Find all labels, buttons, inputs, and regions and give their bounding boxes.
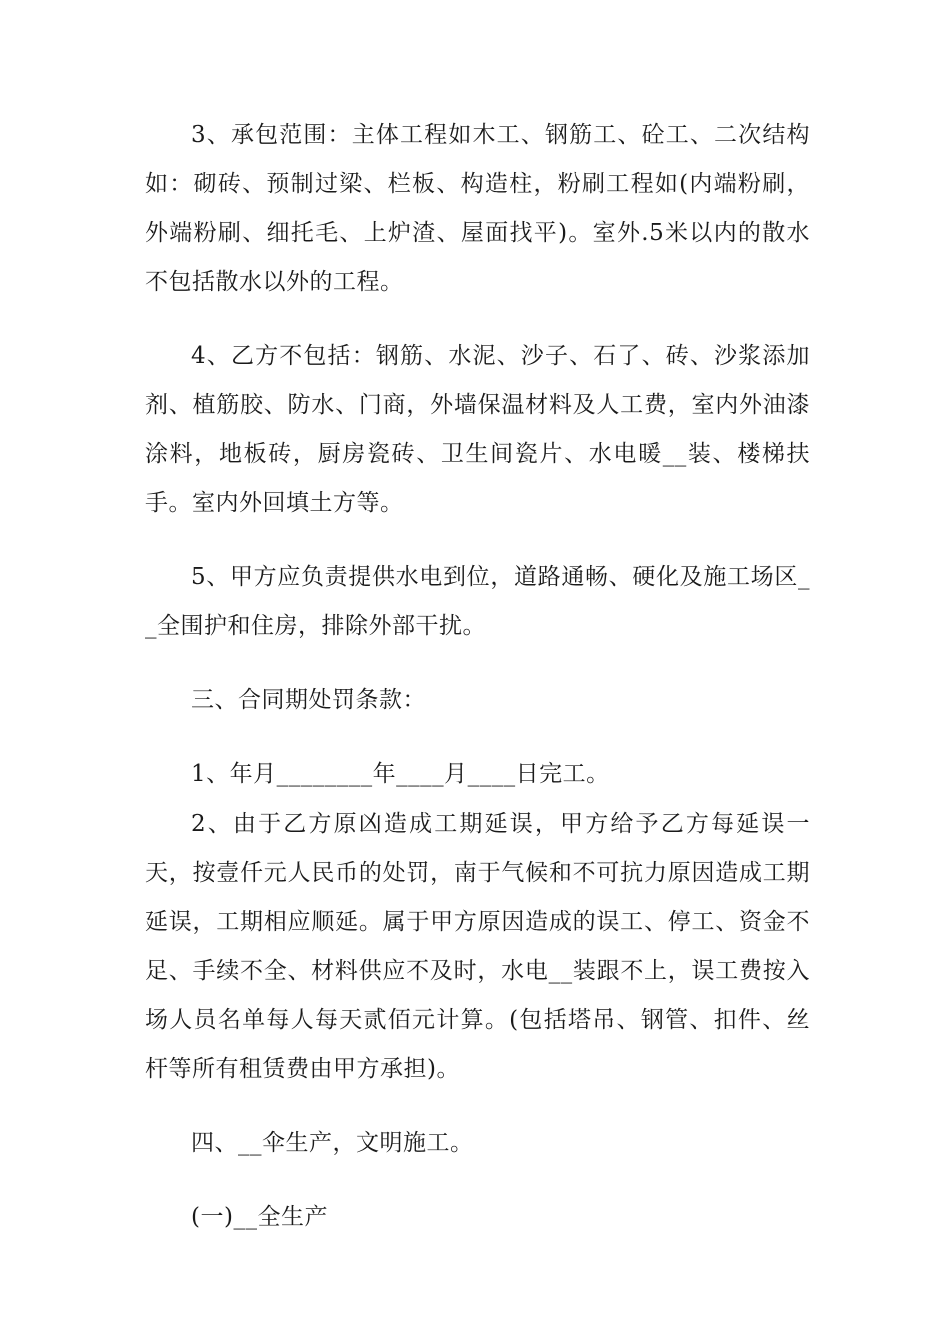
paragraph-excluded-items: 4、乙方不包括：钢筋、水泥、沙子、石了、砖、沙浆添加剂、植筋胶、防水、门商，外墙保温材料及人工费，室内外油漆涂料，地板砖，厨房瓷砖、卫生间瓷片、水电暖__装、楼梯扶手。室内外回填土方等。 [145, 343, 810, 516]
section-heading-penalties: 三、合同期处罚条款： [191, 687, 426, 713]
paragraph-completion-date: 1、年月________年____月____日完工。 [191, 761, 610, 787]
paragraph-scope: 3、承包范围：主体工程如木工、钢筋工、砼工、二次结构如：砌砖、预制过梁、栏板、构造柱，粉刷工程如(内端粉刷，外端粉刷、细托毛、上炉渣、屋面找平)。室外.5米以内的散水不包括散水以外的工程。 [145, 122, 810, 295]
paragraph-delay-penalty: 2、由于乙方原凶造成工期延误，甲方给予乙方每延误一天，按壹仟元人民币的处罚，南于气候和不可抗力原因造成工期延误，工期相应顺延。属于甲方原因造成的误工、停工、资金不足、手续不全、材料供应不及时，水电__装跟不上，误工费按入场人员名单每人每天贰佰元计算。(包括塔吊、钢管、扣件、丝杆等所有租赁费由甲方承担)。 [145, 811, 810, 1082]
paragraph-party-a-duties: 5、甲方应负责提供水电到位，道路通畅、硬化及施工场区__全围护和住房，排除外部干扰。 [145, 564, 810, 639]
subsection-heading-safe-production: (一)__全生产 [191, 1204, 328, 1230]
section-heading-safety: 四、__伞生产，文明施工。 [191, 1130, 474, 1156]
